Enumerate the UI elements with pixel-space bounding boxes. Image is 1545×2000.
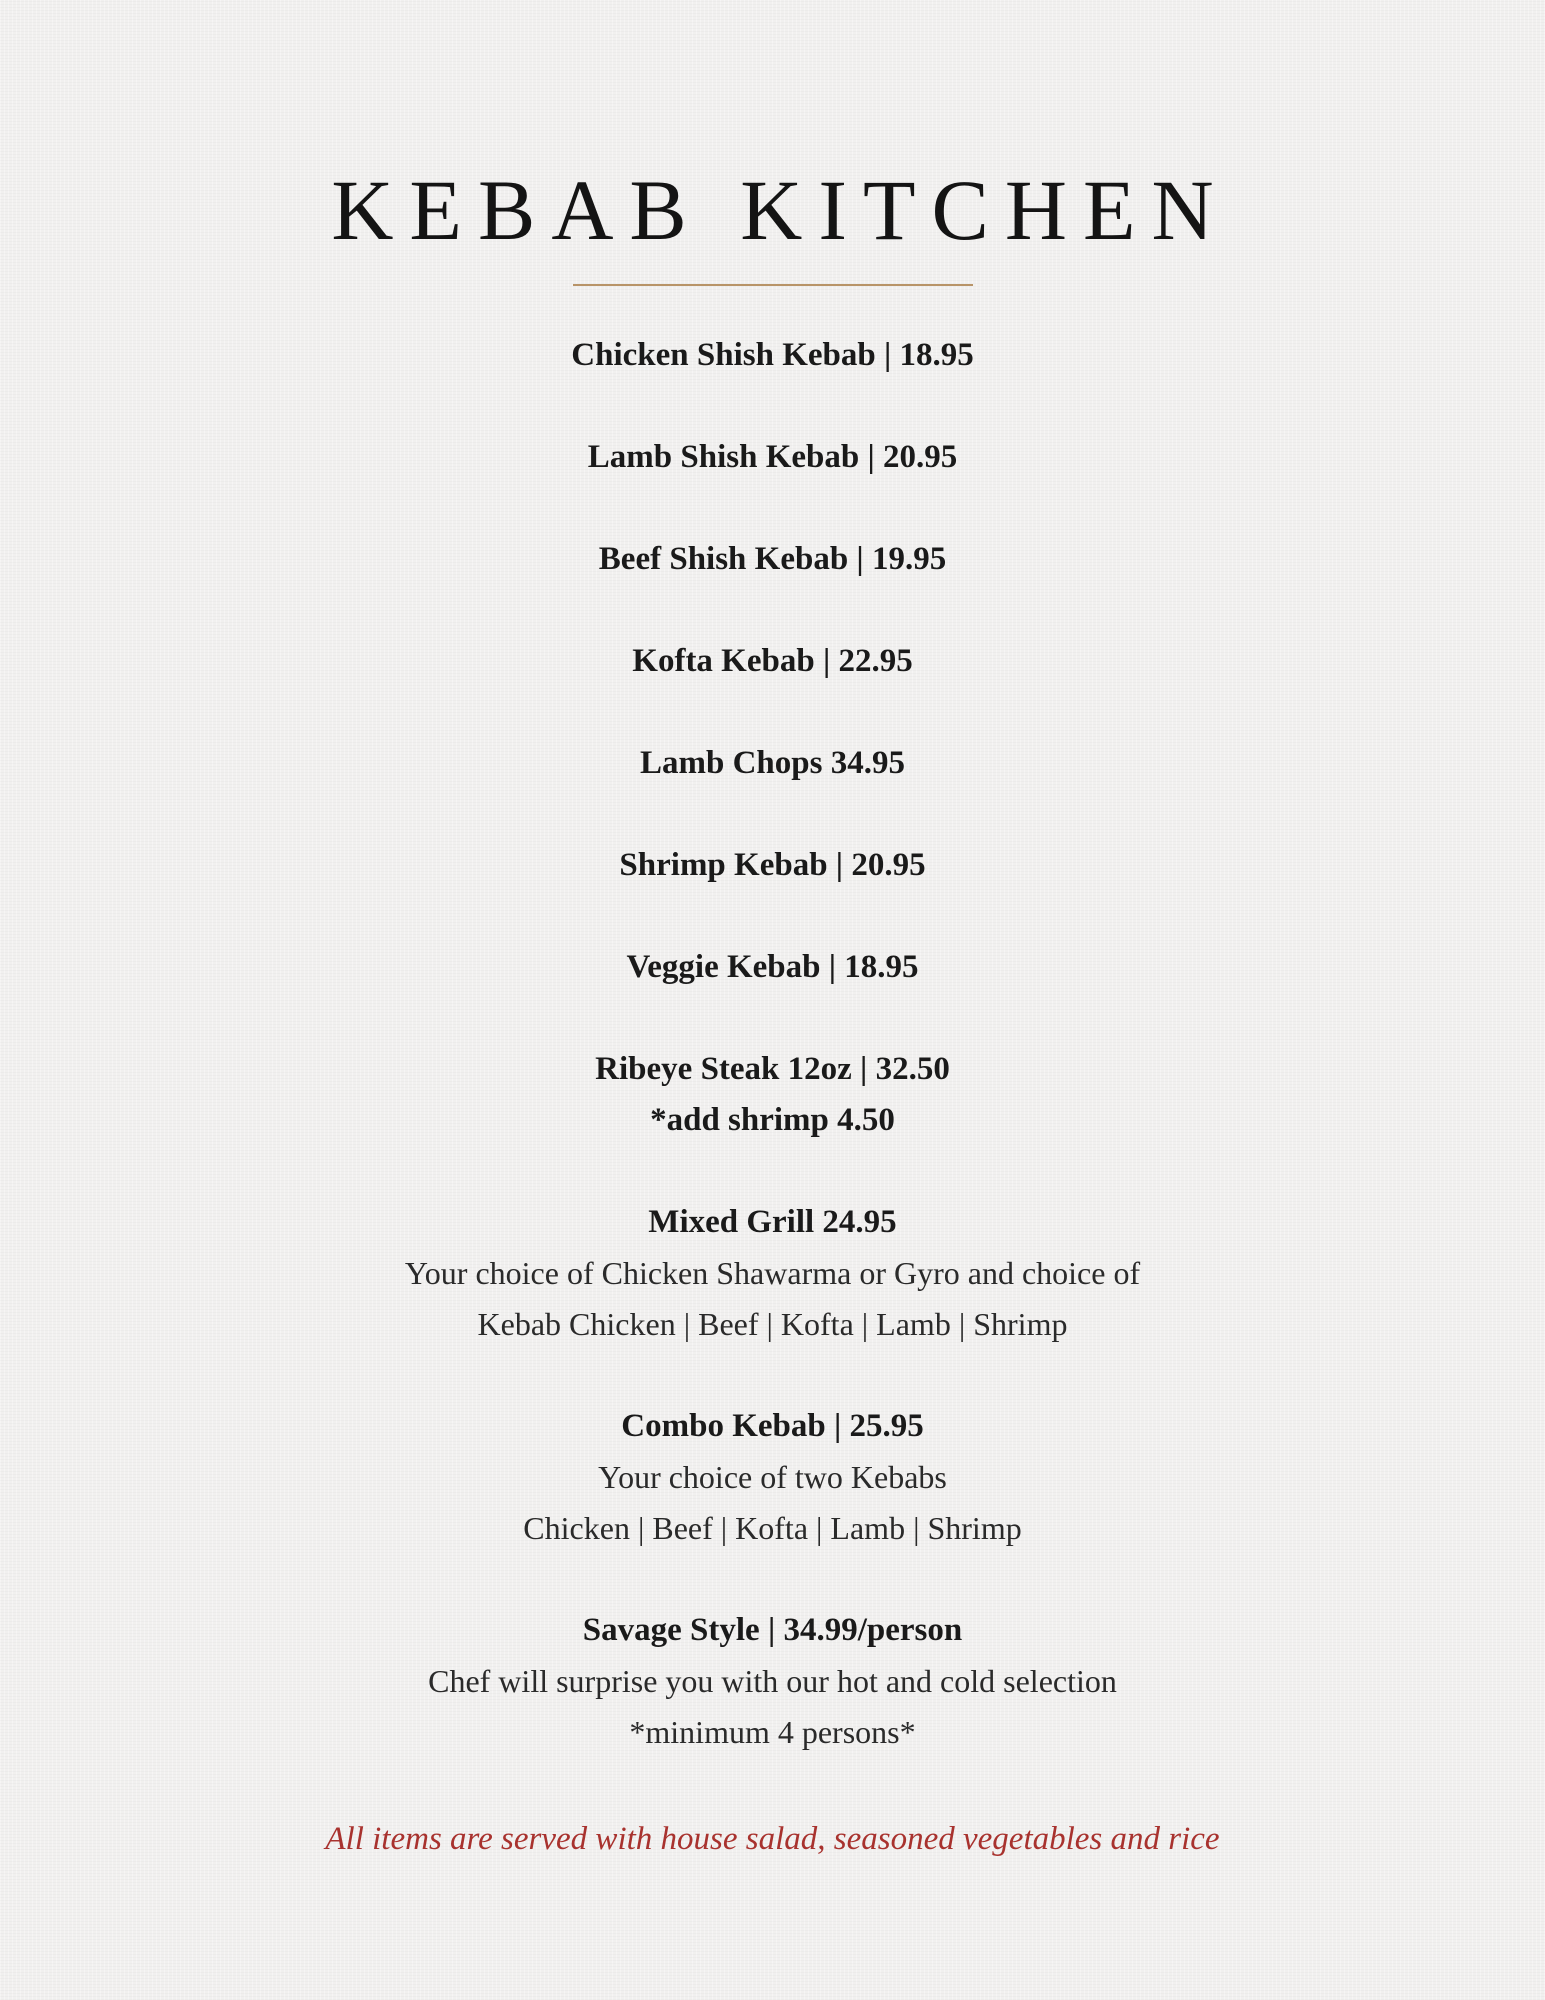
- menu-item-savage-style: Savage Style | 34.99/person: [582, 1612, 963, 1648]
- menu-item-shrimp-kebab: Shrimp Kebab | 20.95: [619, 847, 926, 883]
- menu-item-chicken-shish-kebab: Chicken Shish Kebab | 18.95: [571, 337, 974, 373]
- spacer: [0, 891, 1545, 942]
- menu-item-combo-kebab: Combo Kebab | 25.95: [621, 1408, 924, 1444]
- menu-item-addon: *add shrimp 4.50: [650, 1102, 895, 1138]
- menu-item-description: *minimum 4 persons*: [629, 1714, 916, 1750]
- restaurant-title: KEBAB KITCHEN: [331, 162, 1230, 258]
- spacer: [0, 1554, 1545, 1605]
- spacer: [0, 381, 1545, 432]
- menu-list: [0, 330, 1545, 1758]
- spacer: [0, 1350, 1545, 1401]
- title-divider: [573, 284, 973, 286]
- spacer: [0, 993, 1545, 1044]
- menu-item-lamb-shish-kebab: Lamb Shish Kebab | 20.95: [587, 439, 958, 475]
- spacer: [0, 1146, 1545, 1197]
- menu-item-lamb-chops: Lamb Chops 34.95: [640, 745, 905, 781]
- menu-item-beef-shish-kebab: Beef Shish Kebab | 19.95: [598, 541, 947, 577]
- spacer: [0, 687, 1545, 738]
- spacer: [0, 483, 1545, 534]
- spacer: [0, 789, 1545, 840]
- menu-item-description: Your choice of Chicken Shawarma or Gyro and choice of: [404, 1255, 1141, 1291]
- menu-item-veggie-kebab: Veggie Kebab | 18.95: [626, 949, 919, 985]
- menu-item-description: Your choice of two Kebabs: [598, 1459, 947, 1495]
- menu-item-mixed-grill: Mixed Grill 24.95: [648, 1204, 897, 1240]
- menu-item-kofta-kebab: Kofta Kebab | 22.95: [632, 643, 913, 679]
- menu-item-description: Kebab Chicken | Beef | Kofta | Lamb | Shrimp: [477, 1306, 1068, 1342]
- menu-item-ribeye-steak: Ribeye Steak 12oz | 32.50: [595, 1051, 950, 1087]
- menu-item-description: Chicken | Beef | Kofta | Lamb | Shrimp: [523, 1510, 1022, 1546]
- spacer: [0, 585, 1545, 636]
- menu-item-description: Chef will surprise you with our hot and cold selection: [428, 1663, 1117, 1699]
- footnote: All items are served with house salad, seasoned vegetables and rice: [325, 1821, 1220, 1857]
